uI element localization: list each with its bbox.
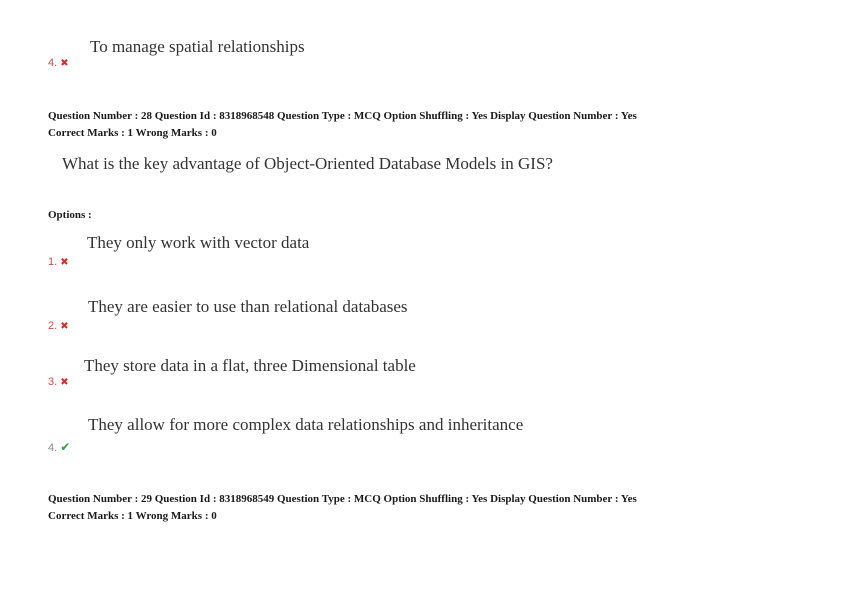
option-3-number-row [48, 376, 69, 388]
option-number: 1. [48, 256, 58, 268]
option-4-text: They allow for more complex data relationships and inheritance [88, 415, 524, 434]
check-icon: ✔ [60, 440, 71, 454]
question-29-meta-line1: Question Number : 29 Question Id : 8318968549 Question Type : MCQ Option Shuffling : Yes Display Question Number : Yes [48, 493, 637, 505]
cross-icon: ✖ [60, 377, 69, 388]
cross-icon: ✖ [60, 257, 69, 268]
option-3-text: They store data in a flat, three Dimensional table [84, 356, 416, 375]
question-28-text: What is the key advantage of Object-Oriented Database Models in GIS? [62, 154, 553, 173]
question-29-meta-line2: Correct Marks : 1 Wrong Marks : 0 [48, 510, 217, 522]
question-28-meta-line1: Question Number : 28 Question Id : 8318968548 Question Type : MCQ Option Shuffling : Yes Display Question Number : Yes [48, 110, 637, 122]
prev-option-4-number [48, 57, 69, 69]
option-1-number-row [48, 256, 69, 268]
cross-icon: ✖ [60, 321, 69, 332]
option-2-number-row [48, 320, 69, 332]
option-1-text: They only work with vector data [87, 233, 310, 252]
options-label: Options : [48, 209, 92, 221]
option-number: 3. [48, 376, 58, 388]
option-number: 4. [48, 57, 58, 69]
option-4-number-row [48, 440, 70, 454]
option-2-text: They are easier to use than relational databases [88, 297, 408, 316]
option-number: 4. [48, 442, 58, 454]
prev-option-4-text: To manage spatial relationships [90, 37, 305, 56]
question-28-meta-line2: Correct Marks : 1 Wrong Marks : 0 [48, 127, 217, 139]
cross-icon: ✖ [60, 58, 69, 69]
option-number: 2. [48, 320, 58, 332]
